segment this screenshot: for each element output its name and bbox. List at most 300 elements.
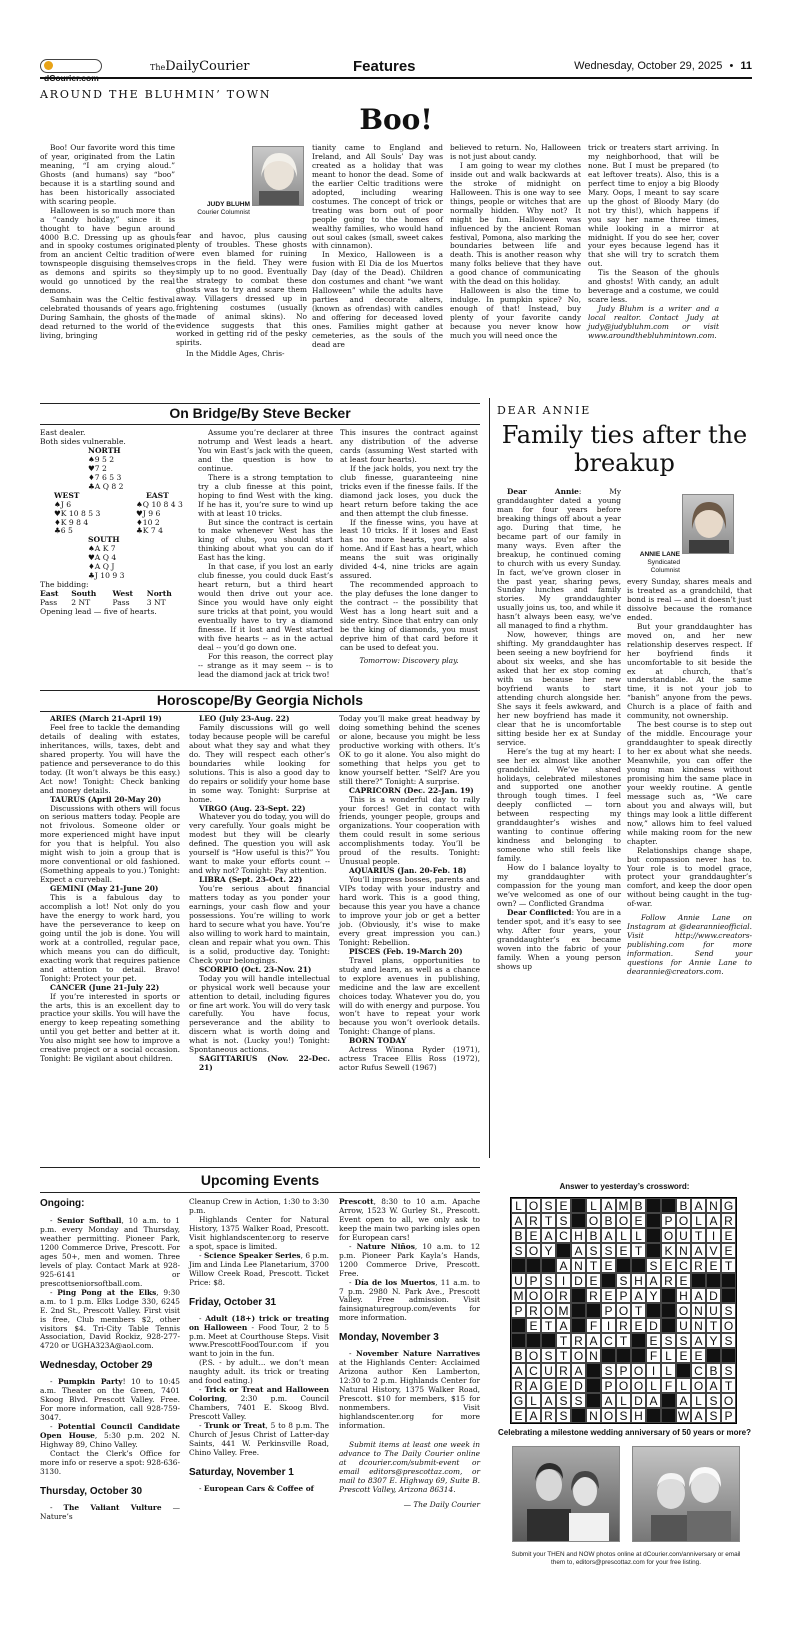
crossword-grid bbox=[510, 1197, 737, 1424]
crossword-black-cell bbox=[571, 1288, 586, 1303]
crossword-black-cell bbox=[526, 1258, 541, 1273]
crossword-cell: N bbox=[586, 1348, 601, 1363]
crossword-black-cell bbox=[631, 1258, 646, 1273]
crossword-cell: A bbox=[511, 1213, 526, 1228]
sign-name: AQUARIUS (Jan. 20-Feb. 18) bbox=[349, 866, 467, 876]
crossword-cell: E bbox=[601, 1288, 616, 1303]
event-name: Pumpkin Party bbox=[57, 1377, 123, 1387]
crossword-black-cell bbox=[511, 1258, 526, 1273]
crossword-cell: G bbox=[511, 1393, 526, 1408]
crossword-cell: R bbox=[571, 1333, 586, 1348]
crossword-cell: S bbox=[676, 1333, 691, 1348]
crossword-black-cell bbox=[721, 1288, 736, 1303]
horoscope-rule bbox=[40, 690, 480, 691]
event-details: , 9:30 a.m. to 1 p.m. Elks Lodge 330, 6245 E. 2nd St., Prescott Valley. First visit is free, Club members $2, other visitors $4. Tri-City Table Tennis Association, David Rockiz, 928-277-4720 or UGHA323A@aol.com. bbox=[40, 1287, 180, 1351]
letter-paragraph: How do I balance loyalty to my granddaughter with compassion for the young man we’ve welcomed as one of our own? — Conflicted Grandma bbox=[497, 863, 621, 908]
sign-text: Discussions with others will focus on serious matters today. People are not frivolous. Someone older or more experienced might have input for you that is helpful. You also might wish to join a group that is more conventional or old fashioned. (Something appeals to you.) Tonight: Expect a curveball. bbox=[40, 803, 180, 885]
crossword-cell: A bbox=[556, 1258, 571, 1273]
crossword-cell: Y bbox=[706, 1333, 721, 1348]
crossword-cell: A bbox=[601, 1393, 616, 1408]
crossword-cell: E bbox=[556, 1378, 571, 1393]
crossword-cell: A bbox=[691, 1198, 706, 1213]
card-holding: ♥A Q 4 bbox=[88, 553, 117, 563]
paragraph: Boo! Our favorite word this time of year, originated from the Latin meaning, “I am crying aloud.” Ghosts (and humans) say “boo” because it is a startling sound and has been historically associated with scaring people. bbox=[40, 143, 175, 206]
byline-role: Columnist bbox=[650, 567, 680, 575]
sign-text: If you’re interested in sports or the arts, this is an excellent day to practice your skills. You will have the energy to keep repeating something until you get better and better at it. You also might see how to improve a creative project or a social occasion. Tonight: Be vigilant about children. bbox=[40, 991, 180, 1064]
crossword-cell: H bbox=[571, 1228, 586, 1243]
crossword-cell: L bbox=[646, 1378, 661, 1393]
crossword-cell: C bbox=[526, 1363, 541, 1378]
bid-header: North bbox=[146, 589, 172, 599]
crossword-cell: M bbox=[511, 1288, 526, 1303]
crossword-cell: M bbox=[556, 1303, 571, 1318]
letter-paragraph bbox=[497, 488, 621, 631]
crossword-cell: S bbox=[721, 1333, 736, 1348]
column-kicker: AROUND THE BLUHMIN’ TOWN bbox=[40, 88, 272, 101]
crossword-black-cell bbox=[616, 1258, 631, 1273]
crossword-cell: H bbox=[676, 1288, 691, 1303]
crossword-cell: E bbox=[556, 1198, 571, 1213]
crossword-cell: P bbox=[601, 1378, 616, 1393]
crossword-cell: E bbox=[646, 1333, 661, 1348]
card-holding: ♠Q 10 8 4 3 bbox=[136, 499, 183, 509]
answer-paragraph: every Sunday, shares meals and is treated as a grandchild, that bond is real — and it doesn’t just dissolve because the romance ended. bbox=[627, 577, 752, 622]
hand-label: EAST bbox=[146, 490, 169, 500]
crossword-cell: T bbox=[631, 1303, 646, 1318]
bridge-rule bbox=[40, 403, 480, 404]
crossword-black-cell bbox=[646, 1213, 661, 1228]
crossword-cell: R bbox=[691, 1258, 706, 1273]
card-holding: ♦K 9 8 4 bbox=[54, 517, 89, 527]
crossword-cell: L bbox=[616, 1393, 631, 1408]
crossword-cell: O bbox=[631, 1378, 646, 1393]
paragraph: In that case, if you lost an early club finesse, you could duck East’s heart return, but a third heart would then drive out your ace. Since you would have only eight sure tricks at that point, you would eventually have to try a diamond finesse. If it lost and West started with five hearts -- as in the actual deal -- you’d go down one. bbox=[198, 562, 333, 652]
card-holding: ♣K 7 4 bbox=[136, 526, 163, 536]
crossword-cell: D bbox=[706, 1288, 721, 1303]
west-hand bbox=[54, 492, 136, 537]
boo-col-2 bbox=[176, 232, 307, 359]
portrait-icon bbox=[253, 147, 304, 206]
crossword-cell: A bbox=[691, 1243, 706, 1258]
crossword-black-cell bbox=[661, 1303, 676, 1318]
card-holding: ♣6 5 bbox=[54, 526, 73, 536]
crossword-cell: O bbox=[631, 1363, 646, 1378]
paragraph: tianity came to England and Ireland, and All Souls’ Day was created as a holiday that was meant to honor the dead. Some of the earlier Celtic traditions were adopted, including wearing costumes. The concept of trick or treating was born out of poor people going to the homes of wealthy families, who would hand out soul cakes (small, sweet cakes with cinnamon). bbox=[312, 143, 443, 251]
crossword-cell: A bbox=[706, 1213, 721, 1228]
crossword-cell: E bbox=[631, 1213, 646, 1228]
crossword-cell: S bbox=[541, 1198, 556, 1213]
answer-paragraph bbox=[497, 909, 621, 972]
crossword-cell: A bbox=[676, 1393, 691, 1408]
horoscope-rule-bottom bbox=[40, 711, 480, 712]
paragraph: Halloween is so much more than a “candy holiday,” since it is thought to have begun around 4000 B.C. Dressing up as ghouls and in spooky costumes originated from an ancient Celtic tradition of townspeople disguising themselves as demons and spirits so they would go unnoticed by the real demons. bbox=[40, 205, 175, 296]
boo-col-1 bbox=[40, 144, 175, 341]
crossword-cell: U bbox=[541, 1363, 556, 1378]
crossword-cell: L bbox=[691, 1393, 706, 1408]
crossword-black-cell bbox=[706, 1348, 721, 1363]
opening-lead: Opening lead — five of hearts. bbox=[40, 607, 157, 617]
crossword-cell: L bbox=[511, 1198, 526, 1213]
event-name: Trunk or Treat bbox=[204, 1421, 266, 1431]
boo-col-3 bbox=[312, 144, 443, 350]
events-col-1 bbox=[40, 1198, 180, 1522]
crossword-black-cell bbox=[721, 1273, 736, 1288]
crossword-cell: D bbox=[631, 1393, 646, 1408]
bid: 3 NT bbox=[146, 598, 166, 608]
event-item: (P.S. - by adult... we don’t mean naughty adult. its trick or treating and food eating.) bbox=[189, 1358, 329, 1386]
annie-divider bbox=[489, 398, 490, 1158]
crossword-black-cell bbox=[646, 1408, 661, 1423]
sign-text: Today you will handle intellectual or physical work well because your attention to detail, including figures or fine art work. You will do very task carefully. You have focus, perseverance and the ability to discern what is worth doing and what is not. (Lucky you!) Tonight: Spontaneous actions. bbox=[189, 973, 330, 1055]
day-heading: Monday, November 3 bbox=[339, 1332, 439, 1344]
crossword-black-cell bbox=[601, 1273, 616, 1288]
event-name: Ping Pong at the Elks bbox=[57, 1287, 157, 1297]
crossword-cell: E bbox=[676, 1273, 691, 1288]
event-item: - Día de los Muertos, 11 a.m. to 7 p.m. 2980 N. Park Ave., Prescott Valley. Free admission. Visit fainsignaturegroup.com/events for more information. bbox=[339, 1277, 480, 1323]
event-item: Highlands Center for Natural History, 1375 Walker Road, Prescott. Visit highlandscenter.org to reserve a spot, space is limited. bbox=[189, 1214, 329, 1251]
paragraph: Halloween is also the time to indulge. In pumpkin spice? No, enough of that! Instead, buy plenty of your favorite candy because you never know how much you will need once the bbox=[450, 286, 581, 341]
crossword-cell: E bbox=[661, 1258, 676, 1273]
sign-text: You’ll impress bosses, parents and VIPs today with your industry and hard work. This is a good thing, because this year you have a chance to improve your job or get a better job. (Obviously, it’s wise to make every great impression you can.) Tonight: Rebellion. bbox=[339, 875, 480, 947]
sign-text: Feel free to tackle the demanding details of dealing with estates, inheritances, wills, taxes, debt and shared property. You will have the patience and perseverance to do this today. (It won’t always be this easy.) Act now! Tonight: Check banking and money details. bbox=[40, 722, 180, 795]
crossword-black-cell bbox=[541, 1258, 556, 1273]
crossword-black-cell bbox=[586, 1363, 601, 1378]
crossword-cell: T bbox=[631, 1243, 646, 1258]
byline bbox=[180, 201, 250, 217]
card-holding: ♥K 10 8 5 3 bbox=[54, 508, 101, 518]
then-photo bbox=[512, 1446, 620, 1542]
paragraph: Assume you’re declarer at three notrump and West leads a heart. You win East’s jack with the queen, and the question is how to continue. bbox=[198, 428, 333, 473]
columnist-photo bbox=[252, 146, 304, 206]
crossword-black-cell bbox=[511, 1333, 526, 1348]
event-name: Prescott bbox=[339, 1197, 374, 1206]
events-col-2 bbox=[189, 1198, 329, 1494]
crossword-black-cell bbox=[721, 1348, 736, 1363]
crossword-cell: S bbox=[721, 1363, 736, 1378]
crossword-cell: R bbox=[586, 1288, 601, 1303]
events-signoff: — The Daily Courier bbox=[403, 1499, 480, 1509]
event-item: - Nature Niños, 10 a.m. to 12 p.m. Pioneer Park Kayla’s Hands, 1200 Commerce Drive, Prescott. Free. bbox=[339, 1241, 480, 1278]
crossword-black-cell bbox=[676, 1363, 691, 1378]
crossword-cell: A bbox=[541, 1228, 556, 1243]
crossword-cell: S bbox=[541, 1273, 556, 1288]
crossword-cell: P bbox=[616, 1288, 631, 1303]
crossword-cell: C bbox=[601, 1333, 616, 1348]
crossword-cell: L bbox=[616, 1228, 631, 1243]
vulnerability: Both sides vulnerable. bbox=[40, 436, 126, 446]
crossword-cell: N bbox=[691, 1303, 706, 1318]
event-item bbox=[40, 1450, 180, 1477]
card-holding: ♣J 10 9 3 bbox=[88, 571, 125, 581]
answer-paragraph: The best course is to step out of the middle. Encourage your granddaughter to speak directly to her ex about what she needs. Meanwhile, you can offer the young man kindness without promising him the same place in your weekly routine. A gentle message such as, “We care about you and always will, but things may look a little different now,” allows him to feel valued while making room for the new chapter. bbox=[627, 720, 752, 846]
crossword-cell: A bbox=[556, 1318, 571, 1333]
sign-text: This is a fabulous day to accomplish a lot! Not only do you have the energy to work hard, you have the perseverance to keep on going until the job is done. You will work at a controlled, regular pace, which means you can do difficult, exacting work that requires patience and attention to detail. Bravo! Tonight: Protect your pet. bbox=[40, 893, 180, 983]
events-rule bbox=[40, 1167, 480, 1168]
crossword-cell: T bbox=[721, 1258, 736, 1273]
sign-name: SCORPIO (Oct. 23-Nov. 21) bbox=[199, 964, 312, 974]
crossword-cell: E bbox=[721, 1228, 736, 1243]
crossword-cell: O bbox=[526, 1348, 541, 1363]
bid-header: South bbox=[71, 589, 97, 599]
sign-text: Today you’ll make great headway by doing something behind the scenes or alone, because you might be less productive working with others. It’s OK to go it alone. You also might do something that helps you get to know yourself better. “Self? Are you still there?” Tonight: A surprise. bbox=[339, 714, 480, 786]
crossword-cell: E bbox=[511, 1408, 526, 1423]
event-details: Contact the Clerk’s Office for more info or reserve a spot: 928-636-3130. bbox=[40, 1449, 180, 1477]
paragraph: fear and havoc, plus causing plenty of troubles. These ghosts were even blamed for ruining crops in the field. They were simply up to no good. Eventually the strategy to combat these ghosts was to try and scare them away. Villagers dressed up in frightening costumes (usually made of animal skins). No evidence suggests that this worked in getting rid of the pesky spirits. bbox=[176, 231, 307, 348]
events-col-3 bbox=[339, 1198, 480, 1510]
crossword-cell: S bbox=[721, 1303, 736, 1318]
card-holding: ♥J 9 6 bbox=[136, 508, 161, 518]
crossword-cell: O bbox=[676, 1303, 691, 1318]
bidding-label: The bidding: bbox=[40, 580, 89, 590]
card-holding: ♠A K 7 bbox=[88, 544, 116, 554]
crossword-cell: U bbox=[706, 1303, 721, 1318]
crossword-cell: U bbox=[511, 1273, 526, 1288]
crossword-black-cell bbox=[571, 1198, 586, 1213]
event-details: at the Highlands Center: Acclaimed Arizona author Ken Lamberton, 12:30 to 2 p.m. Highlands Center for Natural History, 1375 Walker Road, Prescott. $10 for members, $15 for nonmembers. Visit highlandscenter.org for more information. bbox=[339, 1358, 480, 1431]
crossword-cell: P bbox=[616, 1363, 631, 1378]
masthead bbox=[150, 59, 250, 74]
crossword-cell: T bbox=[616, 1333, 631, 1348]
crossword-cell: A bbox=[691, 1408, 706, 1423]
bid: Pass bbox=[40, 598, 58, 608]
crossword-black-cell bbox=[571, 1408, 586, 1423]
event-details: , 5:30 p.m. 202 N. Highway 89, Chino Valley. bbox=[40, 1431, 180, 1450]
sign-text: Actress Winona Ryder (1971), actress Tracee Ellis Ross (1972), actor Rufus Sewell (1967) bbox=[339, 1045, 480, 1073]
bridge-rule-bottom bbox=[40, 424, 480, 425]
annie-kicker: DEAR ANNIE bbox=[497, 404, 592, 417]
north-hand bbox=[88, 447, 190, 492]
horoscope-col-1 bbox=[40, 715, 180, 1064]
crossword-cell: T bbox=[541, 1213, 556, 1228]
events-title: Upcoming Events bbox=[200, 1172, 320, 1188]
crossword-black-cell bbox=[661, 1318, 676, 1333]
submit-note: Submit items at least one week in advance to The Daily Courier online at dcourier.com/submit-event or email editors@prescottaz.com, or mail to 8307 E. Highway 69, Suite B. Prescott Valley, Arizona 86314. bbox=[339, 1440, 480, 1494]
crossword-cell: G bbox=[541, 1378, 556, 1393]
event-item: - Science Speaker Series, 6 p.m. Jim and Linda Lee Planetarium, 3700 Willow Creek Road, Prescott. Ticket Price: $8. bbox=[189, 1250, 329, 1287]
events-rule-bottom bbox=[40, 1192, 480, 1193]
crossword-cell: L bbox=[661, 1348, 676, 1363]
crossword-cell: S bbox=[616, 1408, 631, 1423]
event-name: European Cars & Coffee of bbox=[203, 1483, 314, 1493]
paragraph: For this reason, the correct play -- strange as it may seem -- is to lead the diamond jack at trick two! bbox=[198, 651, 333, 679]
crossword-cell: C bbox=[691, 1363, 706, 1378]
paragraph: The recommended approach to the play defuses the lone danger to the contract -- the possibility that West has a long heart suit and a side entry. Since that entry can only be the king of diamonds, you must deprive him of that card before it can be used to defeat you. bbox=[340, 580, 478, 652]
crossword-cell: T bbox=[721, 1378, 736, 1393]
salutation: Dear Conflicted bbox=[507, 907, 572, 917]
sign-text: You’re serious about financial matters today as you ponder your earnings, your cash flow and your possessions. You’re willing to work hard to secure what you have. You’re also willing to work hard to maintain, clean and repair what you own. This is a solid, productive day. Tonight: Check your belongings. bbox=[189, 884, 330, 965]
event-item bbox=[339, 1198, 480, 1243]
crossword-cell: O bbox=[586, 1213, 601, 1228]
event-details: , 5 to 8 p.m. The Church of Jesus Christ of Latter-day Saints, 441 W. Perkinsville Road, Chino Valley. Free. bbox=[189, 1421, 330, 1457]
crossword-cell: T bbox=[556, 1333, 571, 1348]
crossword-cell: O bbox=[526, 1288, 541, 1303]
crossword-cell: O bbox=[721, 1393, 736, 1408]
paragraph: If the jack holds, you next try the club finesse, guaranteeing nine tricks even if the finesse fails. If the diamond jack loses, you duck the heart return before taking the ace and then attempt the club finesse. bbox=[340, 463, 478, 518]
crossword-cell: D bbox=[646, 1318, 661, 1333]
bid-header: East bbox=[40, 589, 59, 599]
sign-name: CANCER (June 21-July 22) bbox=[50, 982, 160, 992]
crossword-cell: Y bbox=[646, 1288, 661, 1303]
issue-date: Wednesday, October 29, 2025 bbox=[574, 60, 723, 72]
crossword-cell: E bbox=[526, 1228, 541, 1243]
crossword-cell: R bbox=[556, 1363, 571, 1378]
portrait-icon bbox=[683, 495, 734, 554]
crossword-cell: E bbox=[706, 1258, 721, 1273]
crossword-cell: O bbox=[526, 1198, 541, 1213]
event-item: - Senior Softball, 10 a.m. to 1 p.m. every Monday and Thursday, weather permitting. Pioneer Park, 1200 Commerce Drive, Prescott. For ages 50+, men and women. Three levels of play. Contact Mark at 928-925-6141 or prescottseniorsoftball.com. bbox=[40, 1216, 180, 1288]
crossword-cell: E bbox=[616, 1243, 631, 1258]
crossword-cell: A bbox=[691, 1288, 706, 1303]
crossword-cell: T bbox=[706, 1318, 721, 1333]
crossword-cell: R bbox=[541, 1408, 556, 1423]
page-number: 11 bbox=[740, 60, 752, 72]
answer-text: : You are in a tender spot, and it’s easy to see why. After four years, your granddaughter’s ex became woven into the fabric of your family. When a young person shows up bbox=[497, 907, 621, 971]
crossword-cell: A bbox=[526, 1408, 541, 1423]
crossword-cell: A bbox=[691, 1333, 706, 1348]
crossword-black-cell bbox=[586, 1378, 601, 1393]
event-details: , 10 a.m. to 1 p.m. every Monday and Thursday, weather permitting. Pioneer Park, 1200 Commerce Drive, Prescott. For ages 50+, men and women. Three levels of play. Contact Mark at 928-925-6141 or prescottseniorsoftball.com. bbox=[40, 1216, 180, 1288]
sign-name: TAURUS (April 20-May 20) bbox=[50, 794, 162, 804]
event-name: Senior Softball bbox=[57, 1216, 122, 1226]
crossword-cell: A bbox=[526, 1378, 541, 1393]
crossword-black-cell bbox=[571, 1318, 586, 1333]
sign-name: GEMINI (May 21-June 20) bbox=[50, 884, 159, 894]
event-details: , 11 a.m. to 7 p.m. 2980 N. Park Ave., Prescott Valley. Free admission. Visit fainsignaturegroup.com/events for more information. bbox=[339, 1277, 480, 1323]
crossword-cell: O bbox=[616, 1378, 631, 1393]
event-details: — Nature’s bbox=[40, 1503, 180, 1522]
event-item: - Adult (18+) trick or treating on Halloween - Food Tour, 2 to 5 p.m. Meet at Courthouse Steps. Visit www.PrescottFoodTour.com if you want to join in the fun. bbox=[189, 1313, 329, 1359]
event-name: Día de los Muertos bbox=[354, 1277, 436, 1287]
crossword-cell: A bbox=[601, 1198, 616, 1213]
byline-role: Courier Columnist bbox=[197, 209, 250, 217]
crossword-cell: N bbox=[676, 1243, 691, 1258]
crossword-cell: T bbox=[691, 1228, 706, 1243]
event-details: - Food Tour, 2 to 5 p.m. Meet at Courthouse Steps. Visit www.PrescottFoodTour.com if you want to join in the fun. bbox=[189, 1322, 329, 1359]
crossword-cell: P bbox=[721, 1408, 736, 1423]
crossword-cell: S bbox=[511, 1243, 526, 1258]
sign-name: PISCES (Feb. 19-March 20) bbox=[349, 946, 463, 956]
event-item: - The Valiant Vulture — Nature’s bbox=[40, 1503, 180, 1522]
paragraph: Tis the Season of the ghouls and ghosts! With candy, an adult beverage and a costume, we could scare less. bbox=[588, 268, 719, 305]
crossword-title: Answer to yesterday’s crossword: bbox=[559, 1182, 690, 1191]
crossword-cell: O bbox=[616, 1303, 631, 1318]
crossword-cell: L bbox=[586, 1198, 601, 1213]
bid-header: West bbox=[112, 589, 134, 599]
crossword-cell: L bbox=[631, 1228, 646, 1243]
crossword-cell: E bbox=[691, 1348, 706, 1363]
crossword-cell: E bbox=[676, 1348, 691, 1363]
annie-byline bbox=[628, 551, 680, 576]
crossword-cell: D bbox=[571, 1273, 586, 1288]
paragraph: I am going to wear my clothes inside out and walk backwards at the stroke of midnight on Halloween. This is one way to see things, people or witches that are normally hidden. Why not? It might be fun. Halloween was influenced by the ancient Roman festival, Pomona, also marking the boundaries between life and death. This is another reason why many folks believe that they have a good chance of communicating with the dead on this holiday. bbox=[450, 160, 581, 287]
crossword-cell: S bbox=[661, 1333, 676, 1348]
crossword-cell: S bbox=[556, 1213, 571, 1228]
crossword-cell: P bbox=[526, 1273, 541, 1288]
hand-label: SOUTH bbox=[88, 535, 120, 545]
crossword-cell: O bbox=[691, 1378, 706, 1393]
masthead-name: DailyCourier bbox=[165, 59, 250, 74]
crossword-black-cell bbox=[631, 1333, 646, 1348]
sign-name: VIRGO (Aug. 23-Sept. 22) bbox=[199, 803, 306, 813]
milestone-caption: Submit your THEN and NOW photos online at dCourier.com/anniversary or email them to, editors@prescottaz.com for your free listing. bbox=[511, 1551, 741, 1566]
paragraph: But since the contract is certain to make whenever West has the king of clubs, you should start thinking about what you can do if East has the king. bbox=[198, 517, 333, 563]
event-item: - Pumpkin Party! 10 to 10:45 a.m. Theater on the Green, 7401 Skoog Blvd. Prescott Valley. Free. For more information, call 928-759-3047. bbox=[40, 1377, 180, 1423]
crossword-cell: E bbox=[631, 1318, 646, 1333]
crossword-cell: C bbox=[676, 1258, 691, 1273]
crossword-black-cell bbox=[646, 1228, 661, 1243]
paragraph: This insures the contract against any distribution of the adverse cards (assuming West started with at least four hearts). bbox=[340, 428, 478, 464]
crossword-cell: L bbox=[691, 1213, 706, 1228]
crossword-cell: R bbox=[721, 1213, 736, 1228]
boo-col-5 bbox=[588, 144, 719, 341]
crossword-cell: F bbox=[646, 1348, 661, 1363]
crossword-cell: S bbox=[706, 1393, 721, 1408]
event-item: - November Nature Narratives at the Highlands Center: Acclaimed Arizona author Ken Lamberton, 12:30 to 2 p.m. Highlands Center for Natural History, 1375 Walker Road, Prescott. $10 for members, $15 for nonmembers. Visit highlandscenter.org for more information. bbox=[339, 1349, 480, 1431]
crossword-cell: O bbox=[721, 1318, 736, 1333]
crossword-black-cell bbox=[691, 1273, 706, 1288]
crossword-cell: R bbox=[526, 1303, 541, 1318]
event-item: - Potential Council Candidate Open House, 5:30 p.m. 202 N. Highway 89, Chino Valley. bbox=[40, 1422, 180, 1450]
sign-name: ARIES (March 21-April 19) bbox=[50, 714, 162, 723]
sign-text: Travel plans, opportunities to study and learn, as well as a chance to explore avenues in publishing, medicine and the law are excellent choices today. Whatever you do, you will do with energy and purpose. You won’t have to repeat your work because you won’t overlook details. Tonight: Change of plans. bbox=[339, 955, 480, 1037]
crossword-cell: I bbox=[556, 1273, 571, 1288]
bridge-title: On Bridge/By Steve Becker bbox=[169, 405, 351, 421]
letter-text: : My granddaughter dated a young man for four years before breaking things off about a year ago. During that time, he became part of our family in many ways. Even after the breakup, he continued coming to church with us every Sunday. In fact, we’ve grown closer in the past year, sharing pews, Sunday lunches and family stories. My granddaughter usually joins us, too, and while it hasn’t always been easy, we’ve all managed to find a rhythm. bbox=[497, 487, 621, 631]
crossword-cell: A bbox=[541, 1393, 556, 1408]
horoscope-col-2 bbox=[189, 715, 330, 1073]
crossword-cell: C bbox=[556, 1228, 571, 1243]
card-holding: ♦10 2 bbox=[136, 517, 160, 527]
crossword-cell: S bbox=[706, 1408, 721, 1423]
bid: 2 NT bbox=[71, 598, 91, 608]
event-item: - Trick or Treat and Halloween Coloring, 2:30 p.m. Council Chambers, 7401 E. Skoog Blvd. Prescott Valley. bbox=[189, 1385, 329, 1422]
crossword-cell: H bbox=[631, 1408, 646, 1423]
east-hand bbox=[136, 492, 183, 537]
sign-text: Whatever you do today, you will do very carefully. Your goals might be modest but they will be clearly defined. The question you will ask yourself is “How useful is this?” You want to make your efforts count -- and why not? Tonight: Pay attention. bbox=[189, 812, 330, 876]
crossword-cell: I bbox=[706, 1228, 721, 1243]
bid: Pass bbox=[112, 598, 130, 608]
crossword-cell: W bbox=[677, 1409, 690, 1423]
header-rule bbox=[40, 77, 752, 79]
crossword-cell: N bbox=[691, 1318, 706, 1333]
crossword-black-cell bbox=[571, 1213, 586, 1228]
crossword-cell: K bbox=[661, 1243, 676, 1258]
byline-name: JUDY BLUHM bbox=[206, 201, 250, 208]
crossword-cell: S bbox=[571, 1393, 586, 1408]
crossword-cell: S bbox=[586, 1243, 601, 1258]
crossword-black-cell bbox=[646, 1243, 661, 1258]
crossword-black-cell bbox=[556, 1243, 571, 1258]
event-details: ! 10 to 10:45 a.m. Theater on the Green, 7401 Skoog Blvd. Prescott Valley. Free. For more information, call 928-759-3047. bbox=[40, 1377, 180, 1423]
event-name: The Valiant Vulture bbox=[63, 1503, 162, 1513]
event-name: Adult (18+) trick or treating on Halloween bbox=[189, 1313, 329, 1332]
crossword-cell: T bbox=[586, 1258, 601, 1273]
header-bar bbox=[40, 58, 752, 83]
paragraph: In Mexico, Halloween is a fusion with El Dia de los Muertos Day (day of the Dead). Children don costumes and chant “we want Halloween” while the adults have parties and decorate alters, (known as ofrendas) with candles and offering for deceased loved ones. Families might gather at cemeteries, as the souls of the dead are bbox=[312, 250, 443, 349]
site-logo[interactable] bbox=[40, 59, 102, 83]
crossword-cell: O bbox=[571, 1348, 586, 1363]
crossword-black-cell bbox=[646, 1303, 661, 1318]
crossword-cell: O bbox=[541, 1288, 556, 1303]
crossword-black-cell bbox=[586, 1303, 601, 1318]
event-item: - European Cars & Coffee of bbox=[199, 1483, 314, 1493]
sign-name: CAPRICORN (Dec. 22-Jan. 19) bbox=[349, 785, 474, 795]
crossword-cell: R bbox=[616, 1318, 631, 1333]
crossword-cell: S bbox=[646, 1258, 661, 1273]
couple-photo-icon bbox=[633, 1447, 740, 1542]
annie-title: Family ties after the breakup bbox=[501, 421, 748, 477]
crossword-cell: G bbox=[721, 1198, 736, 1213]
